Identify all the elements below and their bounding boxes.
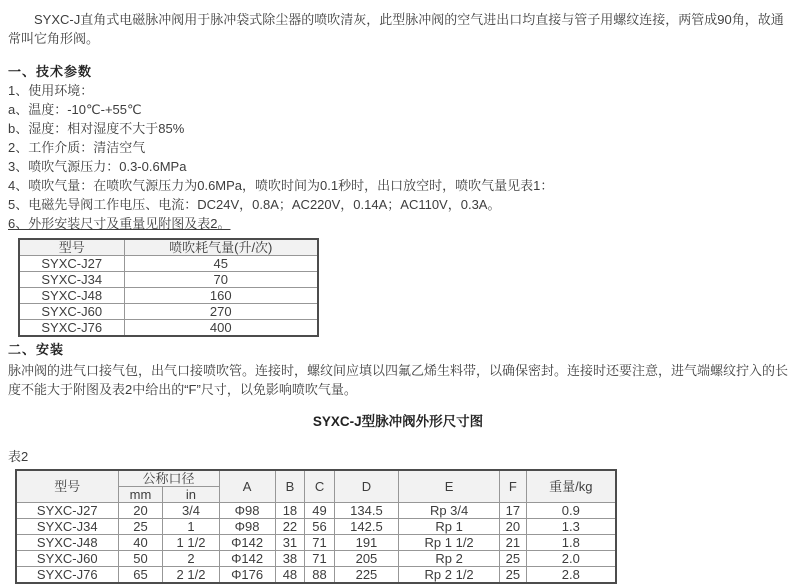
consumption-cell: 45 [124,256,318,272]
air-consumption-table [18,238,319,337]
model-cell: SYXC-J27 [16,503,118,519]
mm-cell: 20 [118,503,163,519]
consumption-cell: 270 [124,304,318,320]
dim-a-cell: Φ98 [219,519,275,535]
table-row [16,503,616,519]
model-cell: SYXC-J48 [19,288,124,304]
col-header-nominal-diameter: 公称口径 [118,470,219,487]
table-row [19,304,318,320]
consumption-cell: 160 [124,288,318,304]
table-row [19,256,318,272]
spec-line-medium: 2、工作介质：清洁空气 [8,140,146,155]
dim-a-cell: Φ98 [219,503,275,519]
model-cell: SYXC-J27 [19,256,124,272]
dim-b-cell: 38 [275,551,305,567]
dim-a-cell: Φ142 [219,535,275,551]
col-header-mm: mm [118,487,163,503]
model-cell: SYXC-J60 [19,304,124,320]
col-header-model: 型号 [16,470,118,503]
dim-b-cell: 18 [275,503,305,519]
dim-a-cell: Φ176 [219,567,275,584]
dim-d-cell: 205 [334,551,398,567]
model-cell: SYXC-J76 [16,567,118,584]
dim-e-cell: Rp 2 1/2 [399,567,500,584]
mm-cell: 50 [118,551,163,567]
in-cell: 1 1/2 [163,535,219,551]
col-header-model: 型号 [19,239,124,256]
weight-cell: 0.9 [526,503,616,519]
dim-d-cell: 142.5 [334,519,398,535]
dim-b-cell: 48 [275,567,305,584]
mm-cell: 65 [118,567,163,584]
dim-d-cell: 191 [334,535,398,551]
table-row [16,535,616,551]
intro-paragraph: SYXC-J直角式电磁脉冲阀用于脉冲袋式除尘器的喷吹清灰，此型脉冲阀的空气进出口均直接与管子用螺纹连接，两管成90角，故通常叫它角形阀。 [8,12,784,46]
section1-heading: 一、技术参数 [8,64,93,79]
col-header-B: B [275,470,305,503]
table-header-row-1 [16,470,616,487]
dim-c-cell: 56 [305,519,335,535]
table2-label: 表2 [8,449,29,464]
model-cell: SYXC-J76 [19,320,124,337]
dim-b-cell: 22 [275,519,305,535]
model-cell: SYXC-J34 [19,272,124,288]
model-cell: SYXC-J48 [16,535,118,551]
weight-cell: 2.8 [526,567,616,584]
model-cell: SYXC-J34 [16,519,118,535]
col-header-consumption: 喷吹耗气量(升/次) [124,239,318,256]
col-header-in: in [163,487,219,503]
col-header-D: D [334,470,398,503]
col-header-E: E [399,470,500,503]
dim-f-cell: 21 [500,535,527,551]
weight-cell: 1.8 [526,535,616,551]
dim-f-cell: 20 [500,519,527,535]
spec-line-voltage-current: 5、电磁先导阀工作电压、电流：DC24V，0.8A；AC220V，0.14A；AC110V，0.3A。 [8,197,501,212]
spec-line-pressure: 3、喷吹气源压力：0.3-0.6MPa [8,159,187,174]
dimensions-table [15,469,617,584]
dim-e-cell: Rp 1 1/2 [399,535,500,551]
consumption-cell: 400 [124,320,318,337]
dim-d-cell: 225 [334,567,398,584]
table-row [16,551,616,567]
table-row [19,320,318,337]
col-header-C: C [305,470,335,503]
table-row [19,288,318,304]
in-cell: 1 [163,519,219,535]
in-cell: 3/4 [163,503,219,519]
figure-title: SYXC-J型脉冲阀外形尺寸图 [312,414,484,429]
model-cell: SYXC-J60 [16,551,118,567]
consumption-cell: 70 [124,272,318,288]
col-header-weight: 重量/kg [526,470,616,503]
dim-b-cell: 31 [275,535,305,551]
spec-line-usage-env: 1、使用环境： [8,83,94,98]
section2-heading: 二、安装 [8,342,65,357]
col-header-F: F [500,470,527,503]
spec-line-humidity: b、湿度：相对湿度不大于85% [8,121,185,136]
table-row [16,519,616,535]
dim-f-cell: 25 [500,567,527,584]
installation-paragraph: 脉冲阀的进气口接气包，出气口接喷吹管。连接时，螺纹间应填以四氟乙烯生料带，以确保密封。连接时还要注意，进气端螺纹拧入的长度不能大于附图及表2中给出的“F”尺寸，以免影响喷吹气量。 [8,363,789,397]
in-cell: 2 [163,551,219,567]
dim-e-cell: Rp 1 [399,519,500,535]
spec-line-temperature: a、温度：-10℃-+55℃ [8,102,142,117]
table-row [19,272,318,288]
mm-cell: 40 [118,535,163,551]
dim-c-cell: 71 [305,535,335,551]
table-row [16,567,616,584]
dim-c-cell: 49 [305,503,335,519]
dim-a-cell: Φ142 [219,551,275,567]
weight-cell: 1.3 [526,519,616,535]
dim-c-cell: 71 [305,551,335,567]
mm-cell: 25 [118,519,163,535]
in-cell: 2 1/2 [163,567,219,584]
dim-d-cell: 134.5 [334,503,398,519]
table-header-row [19,239,318,256]
dim-e-cell: Rp 3/4 [399,503,500,519]
col-header-A: A [219,470,275,503]
dim-f-cell: 17 [500,503,527,519]
spec-line-dimensions: 6、外形安装尺寸及重量见附图及表2。 [8,216,231,231]
weight-cell: 2.0 [526,551,616,567]
dim-e-cell: Rp 2 [399,551,500,567]
spec-line-air-volume: 4、喷吹气量：在喷吹气源压力为0.6MPa，喷吹时间为0.1秒时，出口放空时，喷吹气量见表1： [8,178,554,193]
dim-c-cell: 88 [305,567,335,584]
dim-f-cell: 25 [500,551,527,567]
